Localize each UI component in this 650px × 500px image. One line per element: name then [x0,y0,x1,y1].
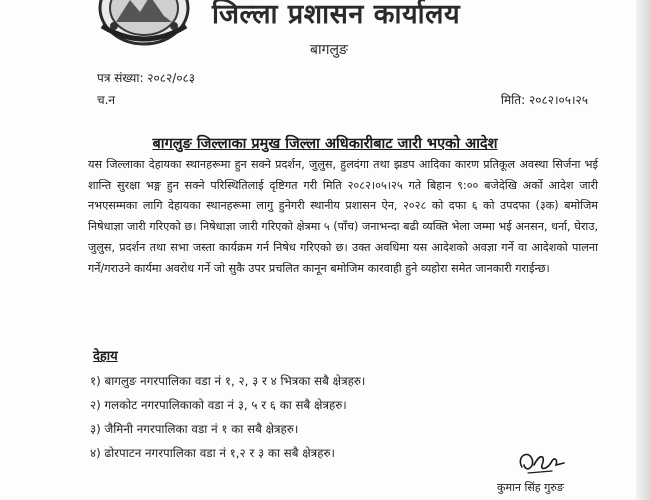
notice-subject: बागलुङ जिल्लाका प्रमुख जिल्ला अधिकारीबाट जारी भएको आदेश [152,136,498,152]
government-emblem-icon [96,0,192,48]
letter-number: पत्र संख्या: २०८२/०८३ [97,71,196,85]
dispatch-number: च.न [97,93,116,107]
signature-icon [512,447,572,479]
notice-date: मिति: २०८२।०५।२५ [500,93,588,107]
list-item: १) बागलुङ नगरपालिका वडा नं १, २, ३ र ४ भित्रका सबै क्षेत्रहरु। [90,374,366,388]
page-edge [636,0,650,500]
office-title: जिल्ला प्रशासन कार्यालय [212,0,461,30]
list-item: ३) जैमिनी नगरपालिका वडा नं १ का सबै क्षेत्रहरु। [90,422,299,436]
areas-heading: देहाय [93,349,118,364]
notice-body: यस जिल्लाका देहायका स्थानहरूमा हुन सक्ने प्रदर्शन, जुलुस, हुलदंगा तथा झडप आदिका कारण प्रतिकूल अवस्था सिर्जना भई शान्ति सुरक्षा भङ्ग हुन सक्ने परिस्थितिलाई दृष्टिगत गरी मिति २०८२।०५।२५ गते बिहान ९:०० बजेदेखि अर्को आदेश जारी नभएसम्मका लागि देहायका स्थानहरूमा लागु हुनेगरी स्थानीय प्रशासन ऐन, २०२८ को दफा ६ को उपदफा (३क) बमोजिम निषेधाज्ञा जारी गरिएको छ। निषेधाज्ञा जारी गरिएको क्षेत्रमा ५ (पाँच) जनाभन्दा बढी व्यक्ति भेला जम्मा भई अनसन, धर्ना, घेराउ, जुलुस, प्रदर्शन तथा सभा जस्ता कार्यक्रम गर्न निषेध गरिएको छ। उक्त अवधिमा यस आदेशको अवज्ञा गर्ने वा आदेशको पालना गर्ने/गराउने कार्यमा अवरोध गर्ने जो सुकै उपर प्रचलित कानून बमोजिम कारवाही हुने व्यहोरा समेत जानकारी गराईन्छ। [88,158,598,275]
list-item: २) गलकोट नगरपालिकाको वडा नं ३, ५ र ६ का सबै क्षेत्रहरु। [90,398,347,412]
office-location: बागलुङ [310,42,348,58]
list-item: ४) ढोरपाटन नगरपालिका वडा नं १,२ र ३ का सबै क्षेत्रहरु। [90,446,335,460]
signatory-name: कुमान सिंह गुरुङ [497,481,564,494]
area-list [90,369,365,465]
